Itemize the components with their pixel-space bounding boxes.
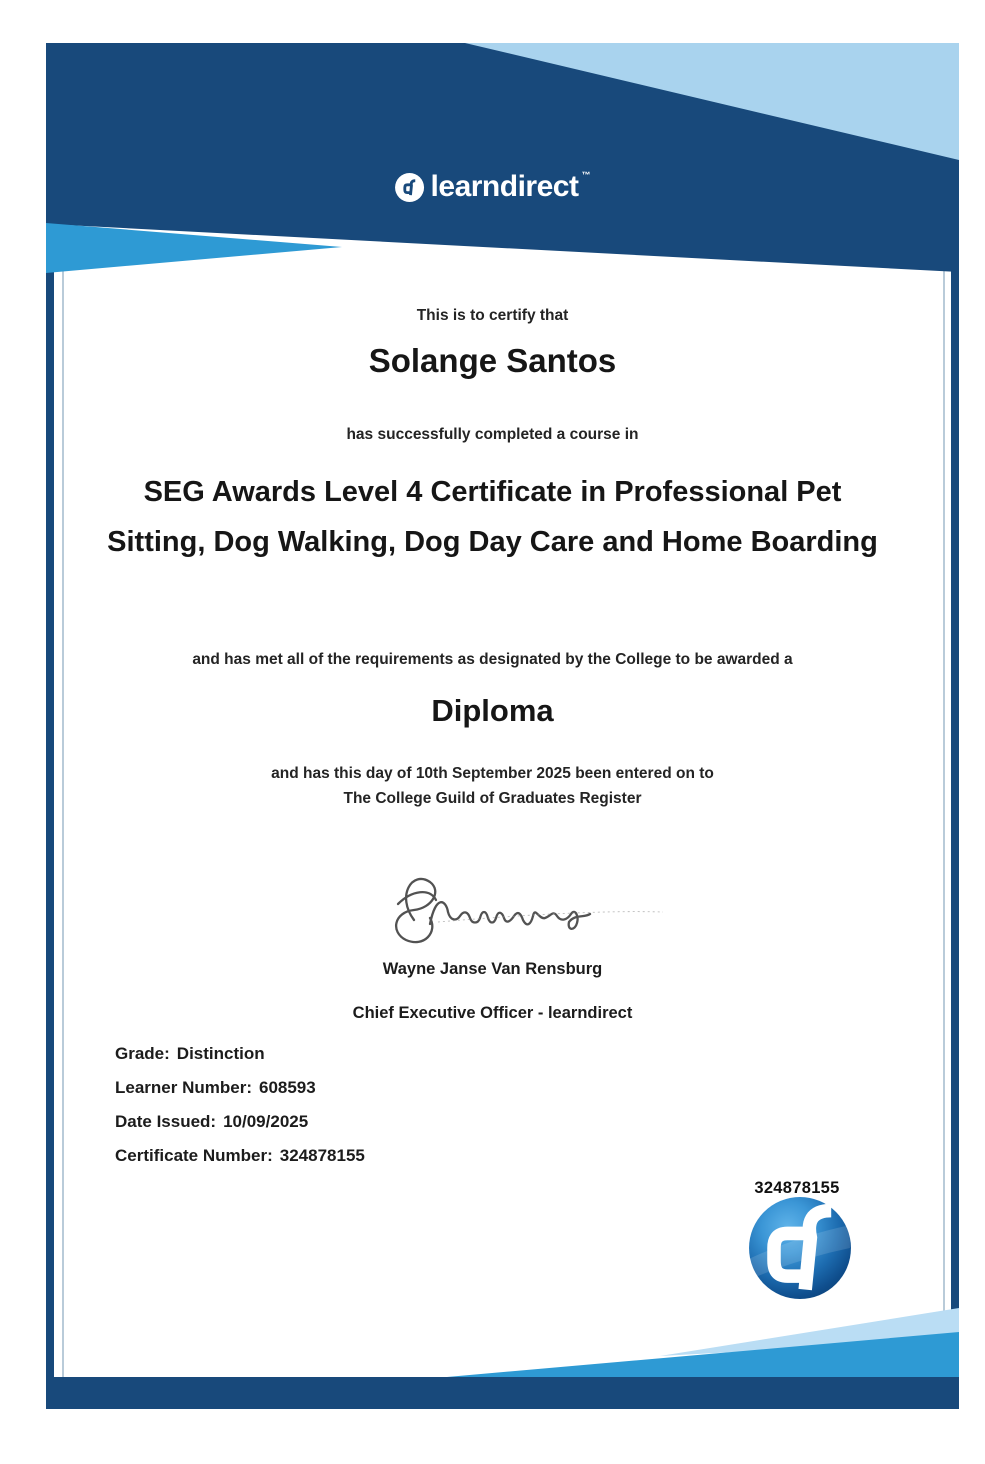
detail-value: 10/09/2025: [223, 1112, 309, 1131]
register-line-1: and has this day of 10th September 2025 been entered on to: [271, 765, 714, 782]
detail-label: Certificate Number:: [115, 1146, 273, 1165]
requirements-line: and has met all of the requirements as designated by the College to be awarded a: [192, 651, 793, 668]
detail-grade: [115, 1044, 365, 1078]
learndirect-d-icon: [395, 173, 424, 202]
detail-learner-number: [115, 1078, 365, 1112]
register-line-2: The College Guild of Graduates Register: [343, 790, 642, 807]
certificate-details: [115, 1044, 365, 1180]
d-glyph: [400, 178, 419, 197]
header-banner: [46, 43, 959, 273]
register-lines: [0, 761, 985, 811]
detail-label: Learner Number:: [115, 1078, 252, 1097]
detail-label: Date Issued:: [115, 1112, 217, 1131]
completion-line: has successfully completed a course in: [346, 426, 639, 443]
detail-value: 608593: [258, 1078, 316, 1097]
footer-banner: [46, 1290, 959, 1409]
detail-value: Distinction: [176, 1044, 265, 1063]
certify-intro-line: This is to certify that: [416, 307, 569, 324]
signatory-role: Chief Executive Officer - learndirect: [352, 1004, 633, 1022]
badge-certificate-number: 324878155: [754, 1179, 840, 1197]
course-title: SEG Awards Level 4 Certificate in Professional Pet Sitting, Dog Walking, Dog Day Care and Home Boarding: [107, 476, 878, 558]
detail-value: 324878155: [279, 1146, 365, 1165]
logo-brand-text: learndirect: [430, 170, 579, 203]
learndirect-logo: [395, 172, 591, 202]
detail-date-issued: [115, 1112, 365, 1146]
recipient-name: Solange Santos: [368, 342, 617, 379]
learndirect-badge-icon: [747, 1196, 853, 1300]
signatory-name: Wayne Janse Van Rensburg: [382, 960, 603, 978]
signature-image: [378, 860, 673, 958]
logo-trademark: ™: [581, 170, 591, 180]
detail-label: Grade:: [115, 1044, 170, 1063]
detail-certificate-number: [115, 1146, 365, 1180]
award-title: Diploma: [431, 693, 554, 728]
